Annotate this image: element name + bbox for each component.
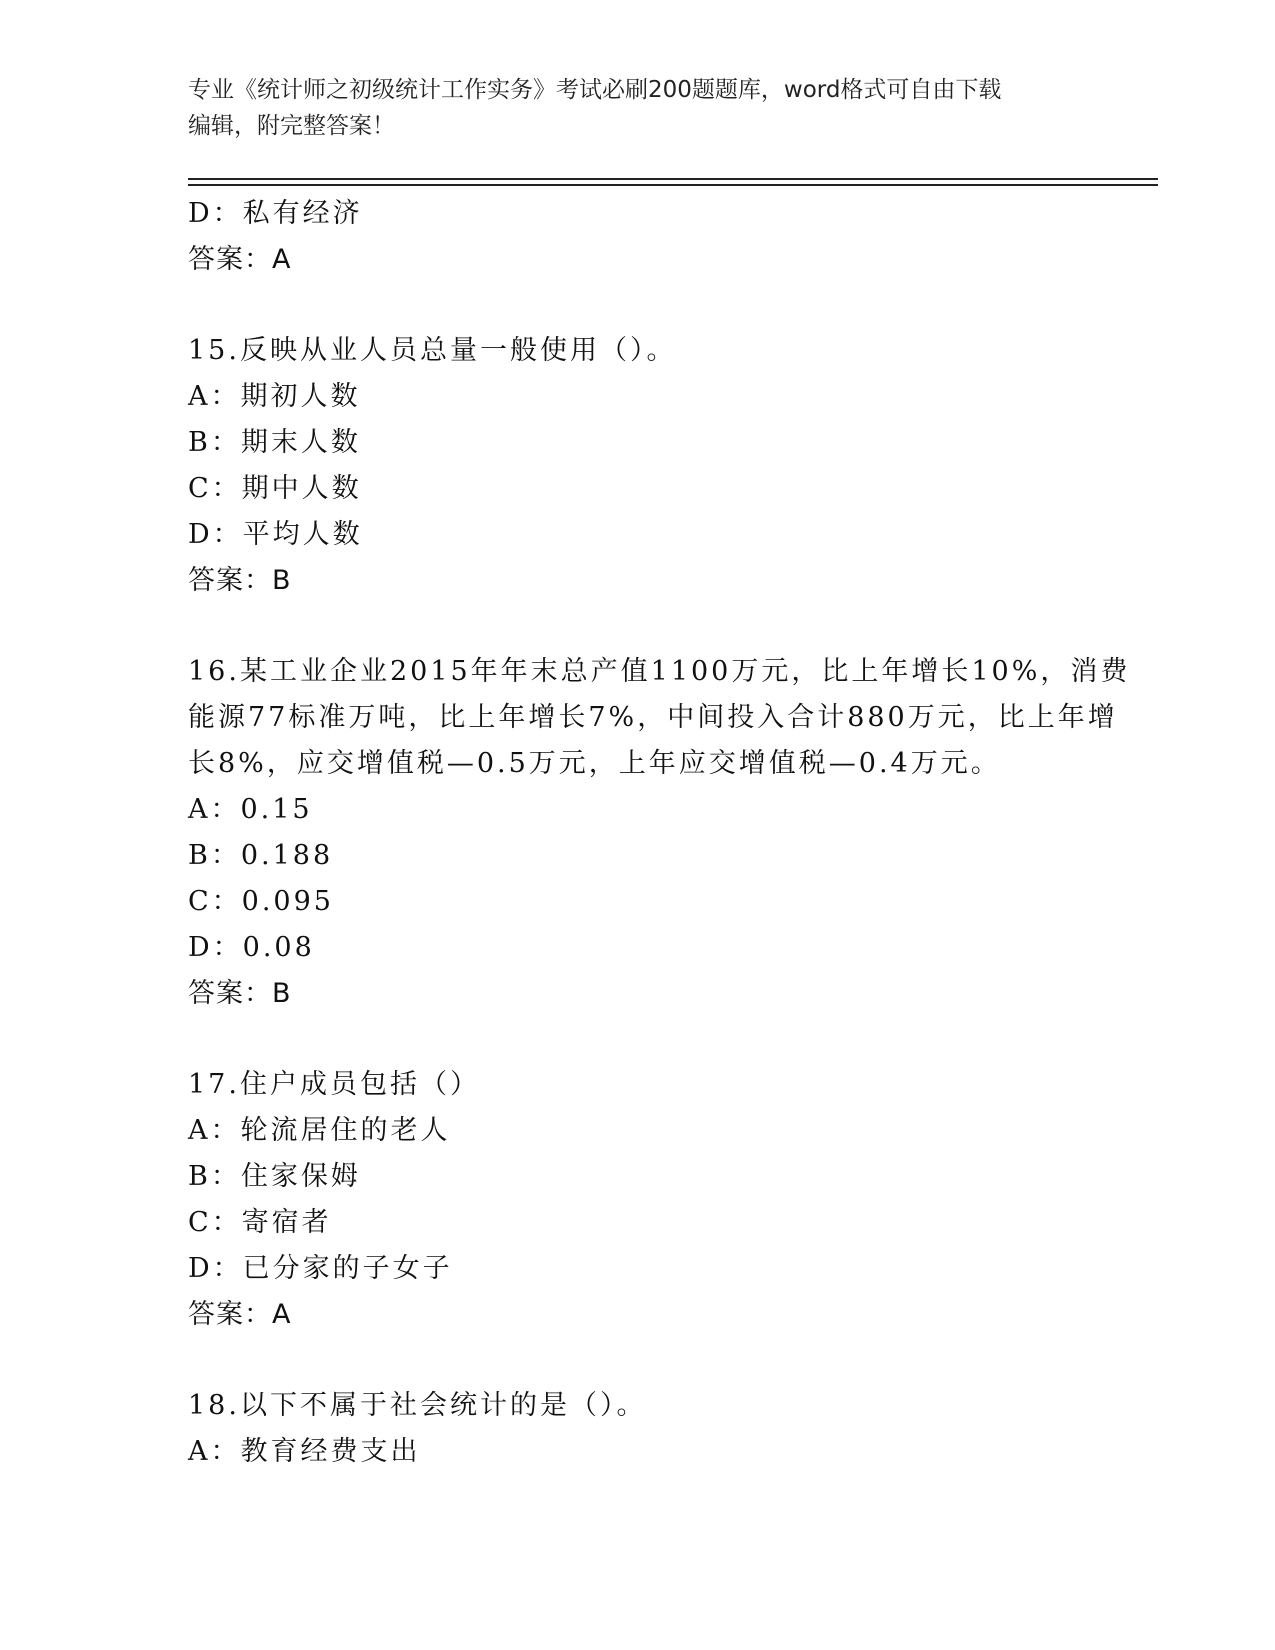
question-stem-line-3: 长8%，应交增值税—0.5万元，上年应交增值税—0.4万元。 — [188, 748, 1001, 779]
option-c: C：寄宿者 — [188, 1207, 332, 1238]
question-stem: 15.反映从业人员总量一般使用（）。 — [188, 335, 677, 366]
header-divider-top — [188, 178, 1158, 180]
option-b: B：0.188 — [188, 840, 334, 871]
answer: 答案：B — [188, 978, 292, 1009]
option-a: A：0.15 — [188, 794, 313, 825]
option-d: D：平均人数 — [188, 519, 363, 550]
spacer — [188, 1338, 1088, 1383]
option-d: D：0.08 — [188, 932, 315, 963]
header-divider-bottom — [188, 184, 1158, 186]
question-stem: 18.以下不属于社会统计的是（）。 — [188, 1390, 647, 1421]
question-17 — [188, 1062, 1088, 1338]
header-line-1: 专业《统计师之初级统计工作实务》考试必刷200题题库，word格式可自由下载 — [188, 77, 1002, 103]
document-header — [188, 72, 1068, 144]
spacer — [188, 283, 1088, 328]
answer: 答案：B — [188, 565, 292, 596]
option-a: A：教育经费支出 — [188, 1436, 421, 1467]
question-stem: 17.住户成员包括（） — [188, 1069, 480, 1100]
option-a: A：期初人数 — [188, 381, 361, 412]
question-stem-line-1: 16.某工业企业2015年年末总产值1100万元，比上年增长10%，消费 — [188, 656, 1131, 687]
option-c: C：0.095 — [188, 886, 334, 917]
option-b: B：期末人数 — [188, 427, 361, 458]
option-b: B：住家保姆 — [188, 1161, 361, 1192]
option-c: C：期中人数 — [188, 473, 362, 504]
header-line-2: 编辑，附完整答案！ — [188, 113, 395, 139]
question-stem-line-2: 能源77标准万吨，比上年增长7%，中间投入合计880万元，比上年增 — [188, 702, 1118, 733]
question-previous — [188, 191, 1088, 283]
option-d: D：私有经济 — [188, 198, 363, 229]
option-d: D：已分家的子女子 — [188, 1253, 453, 1284]
question-16 — [188, 649, 1131, 1017]
question-15 — [188, 328, 1088, 604]
answer: 答案：A — [188, 244, 292, 275]
answer: 答案：A — [188, 1299, 292, 1330]
spacer — [188, 1017, 1088, 1062]
spacer — [188, 604, 1088, 649]
question-18 — [188, 1383, 1088, 1475]
option-a: A：轮流居住的老人 — [188, 1115, 451, 1146]
question-list — [188, 191, 1131, 1475]
